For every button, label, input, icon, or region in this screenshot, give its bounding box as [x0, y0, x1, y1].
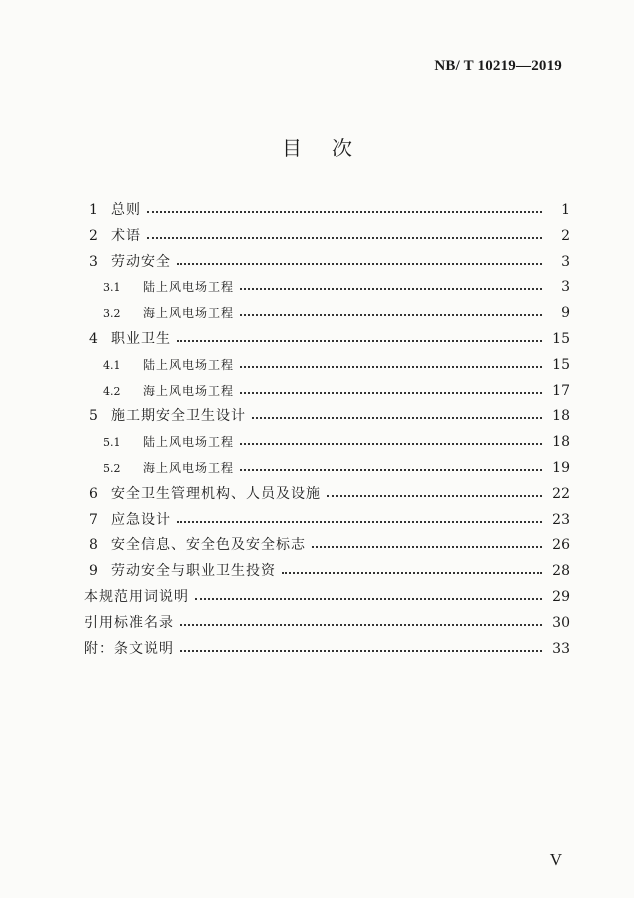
toc-entry-page: 1 — [561, 202, 570, 218]
toc-entry-number: 4 — [89, 330, 98, 347]
toc-entry-label: 施工期安全卫生设计 — [111, 408, 246, 425]
toc-entry[interactable] — [84, 637, 570, 663]
dot-leader — [240, 357, 542, 369]
page-title: 目次 — [282, 136, 382, 160]
toc-entry-label: 安全信息、安全色及安全标志 — [111, 537, 306, 554]
toc-entry-page: 19 — [552, 459, 570, 476]
toc-entry[interactable] — [84, 585, 570, 611]
toc-entry[interactable] — [84, 379, 570, 405]
toc-entry-label: 职业卫生 — [111, 330, 171, 347]
toc-entry-number: 3 — [89, 253, 98, 270]
toc-entry-label: 本规范用词说明 — [84, 588, 189, 605]
toc-entry-page: 9 — [561, 305, 570, 322]
toc-entry[interactable] — [84, 198, 570, 224]
toc-entry[interactable] — [84, 250, 570, 276]
toc-entry-page: 18 — [552, 408, 570, 425]
toc-entry-label: 陆上风电场工程 — [143, 357, 235, 372]
table-of-contents — [84, 198, 570, 662]
toc-entry-number: 5 — [89, 408, 98, 425]
toc-entry[interactable] — [84, 533, 570, 559]
toc-entry[interactable] — [84, 508, 570, 534]
toc-entry-page: 23 — [552, 511, 570, 528]
toc-entry-label: 陆上风电场工程 — [143, 435, 235, 450]
toc-entry[interactable] — [84, 611, 570, 637]
toc-entry-number: 7 — [89, 511, 98, 528]
dot-leader — [147, 202, 542, 214]
toc-entry-label: 海上风电场工程 — [143, 306, 235, 321]
toc-entry-label: 应急设计 — [111, 511, 171, 528]
toc-entry-page: 2 — [561, 227, 570, 244]
standard-code: NB/ T 10219—2019 — [434, 58, 562, 74]
dot-leader — [177, 512, 542, 524]
toc-entry-page: 33 — [552, 640, 570, 657]
toc-entry-number: 2 — [89, 227, 98, 244]
toc-entry-number: 5.2 — [103, 461, 121, 475]
toc-entry-label: 海上风电场工程 — [143, 383, 235, 398]
toc-entry[interactable] — [84, 275, 570, 301]
toc-entry-number: 9 — [89, 563, 98, 580]
toc-entry-label: 安全卫生管理机构、人员及设施 — [111, 485, 321, 502]
toc-entry[interactable] — [84, 559, 570, 585]
toc-entry-page: 18 — [552, 434, 570, 451]
toc-entry-label: 陆上风电场工程 — [143, 280, 235, 295]
toc-entry-number: 1 — [89, 202, 98, 218]
dot-leader — [240, 434, 542, 446]
toc-entry-label: 术语 — [111, 227, 141, 244]
dot-leader — [177, 331, 542, 343]
dot-leader — [252, 408, 542, 420]
toc-entry-number: 6 — [89, 485, 98, 502]
toc-entry-label: 引用标准名录 — [84, 614, 174, 631]
toc-entry-page: 30 — [552, 614, 570, 631]
toc-entry-number: 3.2 — [103, 307, 121, 321]
toc-entry[interactable] — [84, 301, 570, 327]
toc-entry-number: 5.1 — [103, 436, 121, 450]
toc-entry-page: 29 — [552, 588, 570, 605]
toc-entry-page: 3 — [561, 279, 570, 296]
toc-entry-label: 劳动安全与职业卫生投资 — [111, 563, 276, 580]
toc-entry-label: 总则 — [111, 202, 141, 218]
page-number: V — [549, 850, 562, 869]
toc-entry[interactable] — [84, 353, 570, 379]
dot-leader — [240, 383, 542, 395]
toc-entry-page: 22 — [552, 485, 570, 502]
toc-entry[interactable] — [84, 224, 570, 250]
dot-leader — [147, 228, 542, 240]
dot-leader — [180, 615, 542, 627]
toc-entry-number: 3.1 — [103, 281, 121, 295]
toc-entry[interactable] — [84, 404, 570, 430]
dot-leader — [327, 486, 542, 498]
toc-entry-label: 海上风电场工程 — [143, 460, 235, 475]
toc-entry-number: 8 — [89, 537, 98, 554]
toc-entry[interactable] — [84, 327, 570, 353]
dot-leader — [177, 254, 542, 266]
dot-leader — [180, 641, 542, 653]
toc-entry[interactable] — [84, 430, 570, 456]
toc-entry-page: 15 — [552, 330, 570, 347]
dot-leader — [240, 305, 542, 317]
toc-entry-page: 28 — [552, 563, 570, 580]
toc-entry-label: 劳动安全 — [111, 253, 171, 270]
dot-leader — [282, 563, 542, 575]
toc-entry[interactable] — [84, 482, 570, 508]
toc-entry-page: 17 — [552, 382, 570, 399]
toc-entry-number: 4.1 — [103, 358, 121, 372]
toc-entry-page: 15 — [552, 356, 570, 373]
toc-entry-page: 3 — [561, 253, 570, 270]
toc-entry-label: 附：条文说明 — [84, 640, 174, 657]
dot-leader — [312, 537, 542, 549]
toc-entry-page: 26 — [552, 537, 570, 554]
dot-leader — [240, 460, 542, 472]
toc-entry[interactable] — [84, 456, 570, 482]
toc-entry-number: 4.2 — [103, 384, 121, 398]
dot-leader — [240, 279, 542, 291]
dot-leader — [195, 589, 542, 601]
